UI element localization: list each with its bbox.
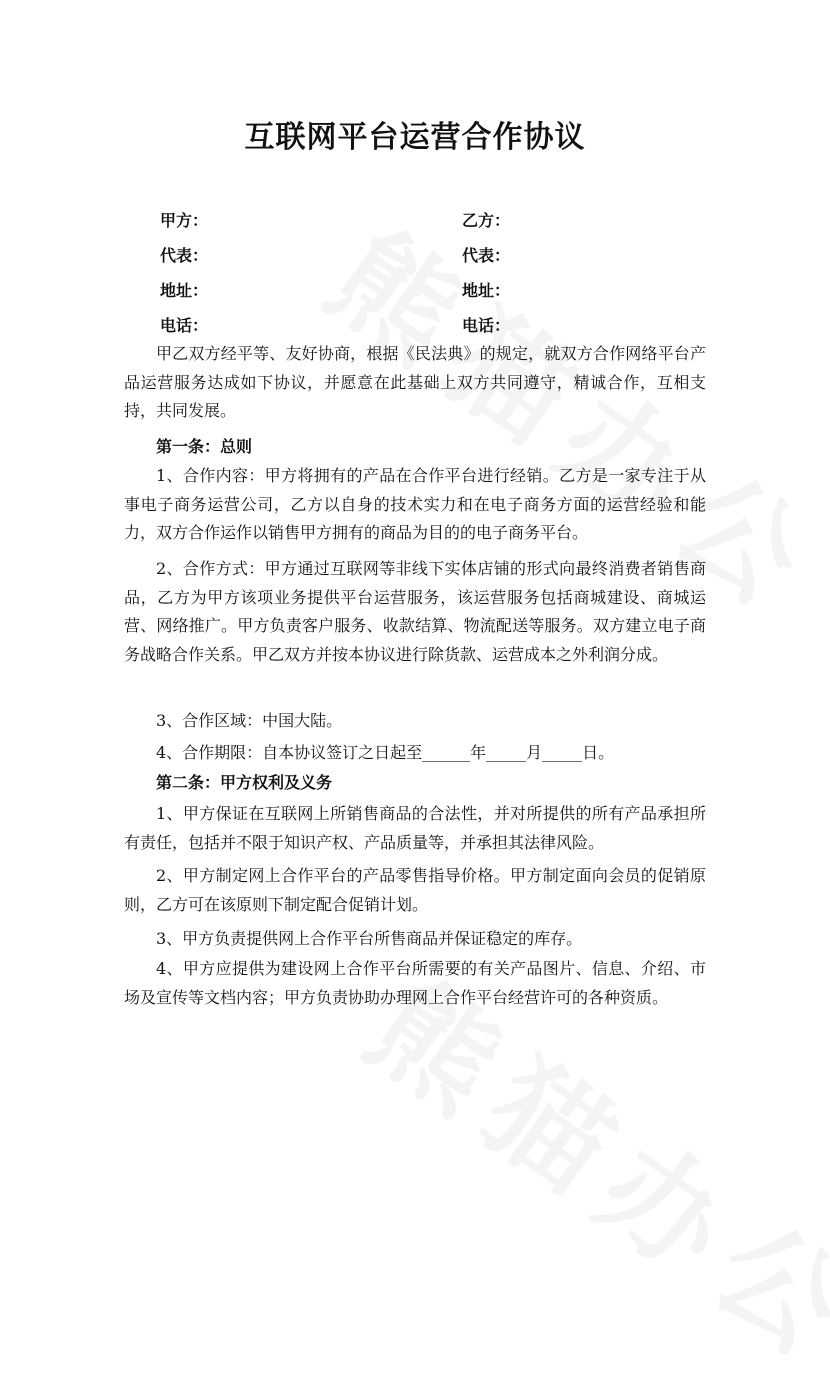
article-2-item-2: 2、甲方制定网上合作平台的产品零售指导价格。甲方制定面向会员的促销原则，乙方可在该原则下制定配合促销计划。 [124,866,706,914]
article-2-item-1: 1、甲方保证在互联网上所销售商品的合法性，并对所提供的所有产品承担所有责任，包括并不限于知识产权、产品质量等，并承担其法律风险。 [124,804,706,852]
phone-b-label: 电话： [462,316,511,335]
intro-paragraph: 甲乙双方经平等、友好协商，根据《民法典》的规定，就双方合作网络平台产品运营服务达成如下协议，并愿意在此基础上双方共同遵守，精诚合作，互相支持，共同发展。 [124,344,706,420]
party-a-label: 甲方： [160,211,209,230]
address-a-label: 地址： [160,281,209,300]
article-1-heading: 第一条：总则 [156,437,253,456]
article-1-item-3: 3、合作区域：中国大陆。 [156,711,343,730]
address-b-label: 地址： [462,281,511,300]
representative-b-label: 代表： [462,246,511,265]
article-2-item-3: 3、甲方负责提供网上合作平台所售商品并保证稳定的库存。 [156,929,583,948]
article-2-heading: 第二条：甲方权利及义务 [156,773,333,792]
party-b-label: 乙方： [462,211,511,230]
article-1-item-1: 1、合作内容：甲方将拥有的产品在合作平台进行经销。乙方是一家专注于从事电子商务运营公司，乙方以自身的技术实力和在电子商务方面的运营经验和能力，双方合作运作以销售甲方拥有的商品为目的的电子商务平台。 [124,466,706,542]
article-1-item-4: 4、合作期限：自本协议签订之日起至______年_____月_____日。 [156,743,615,762]
article-1-item-2: 2、合作方式：甲方通过互联网等非线下实体店铺的形式向最终消费者销售商品，乙方为甲方该项业务提供平台运营服务，该运营服务包括商城建设、商城运营、网络推广。甲方负责客户服务、收款结算、物流配送等服务。双方建立电子商务战略合作关系。甲乙双方并按本协议进行除货款、运营成本之外利润分成。 [124,559,706,664]
phone-a-label: 电话： [160,316,209,335]
representative-a-label: 代表： [160,246,209,265]
document-title: 互联网平台运营合作协议 [244,120,586,155]
article-2-item-4: 4、甲方应提供为建设网上合作平台所需要的有关产品图片、信息、介绍、市场及宣传等文档内容；甲方负责协助办理网上合作平台经营许可的各种资质。 [124,959,706,1007]
